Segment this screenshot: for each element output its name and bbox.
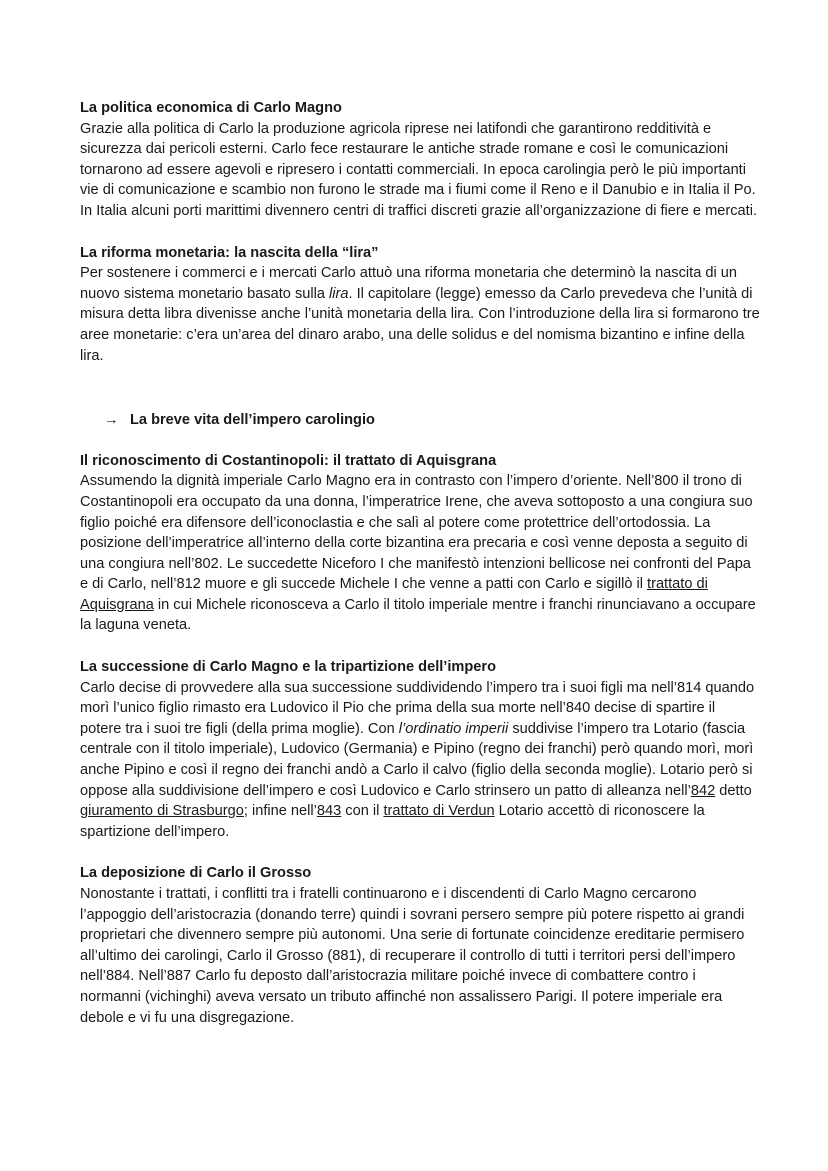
underlined-year: 843 (316, 803, 342, 820)
underlined-term: trattato di Aquisgrana (80, 576, 708, 613)
italic-term: l’ordinatio imperii (398, 720, 509, 737)
section-breve-vita (80, 410, 760, 431)
section-body: Grazie alla politica di Carlo la produzione agricola riprese nei latifondi che garantirono redditività e sicurezza dai pericoli esterni. Carlo fece restaurare le antiche strade romane e così le comunicazioni tornarono ad essere agevoli e ripresero i contatti commerciali. In epoca carolingia però le più importanti vie di comunicazione e scambio non furono le strade ma i fiumi come il Reno e il Danubio e in Italia il Po. In Italia alcuni porti marittimi divennero centri di traffici discreti grazie all’organizzazione di fiere e mercati. (80, 120, 758, 219)
section-deposizione (80, 863, 760, 1028)
section-heading: La politica economica di Carlo Magno (80, 100, 342, 116)
arrow-right-icon: → (104, 412, 119, 429)
section-riforma-monetaria (80, 243, 760, 367)
document-page (80, 98, 760, 1028)
section-politica-economica (80, 98, 760, 222)
section-heading: La successione di Carlo Magno e la tripartizione dell’impero (80, 659, 497, 676)
italic-term: lira (329, 285, 349, 302)
arrow-heading (80, 410, 760, 431)
section-body: Nonostante i trattati, i conflitti tra i fratelli continuarono e i discendenti di Carlo Magno cercarono l’appoggio dell’aristocrazia (donando terre) quindi i sovrani persero sempre più potere rispetto ai grandi proprietari che divennero sempre più autonomi. Una serie di fortunate coincidenze ereditarie permisero all’ultimo dei carolingi, Carlo il Grosso (881), di recuperare il controllo di tutti i territori persi dell’impero nell’884. Nell’887 Carlo fu deposto dall’aristocrazia militare poiché invece di combattere contro i normanni (vichinghi) aveva versato un tributo affinché non assalissero Parigi. Il potere imperiale era debole e vi fu una disgregazione. (80, 886, 745, 1026)
section-heading: Il riconoscimento di Costantinopoli: il trattato di Aquisgrana (80, 452, 497, 469)
section-heading: La riforma monetaria: la nascita della “lira” (80, 244, 379, 261)
section-heading: La deposizione di Carlo il Grosso (80, 865, 312, 882)
section-body: Carlo decise di provvedere alla sua successione suddividendo l’impero tra i suoi figli ma nell’814 quando morì l’unico figlio rimasto era Ludovico il Pio che prima della sua morte nell’840 decise di spartire il potere tra i suoi tre figli (della prima moglie). Con l’ordinatio imperii suddivise l’impero tra Lotario (fascia centrale con il titolo imperiale), Ludovico (Germania) e Pipino (regno dei franchi) però quando morì, morì anche Pipino e così il regno dei franchi andò a Carlo il calvo (figlio della seconda moglie). Lotario però si oppose alla suddivisione dell’impero e così Ludovico e Carlo strinsero un patto di alleanza nell’842 detto giuramento di Strasburgo; infine nell’843 con il trattato di Verdun Lotario accettò di riconoscere la spartizione dell’impero. (80, 679, 755, 840)
section-successione (80, 657, 760, 842)
section-body: Assumendo la dignità imperiale Carlo Magno era in contrasto con l’impero d’oriente. Nell’800 il trono di Costantinopoli era occupato da una donna, l’imperatrice Irene, che aveva sottoposto a una congiura suo figlio poiché era difensore dell’iconoclastia e che salì al potere come protettrice dell’ortodossia. La posizione dell’imperatrice all’interno della corte bizantina era precaria e così venne deposta a seguito di una congiura nell’802. Le succedette Niceforo I che manifestò intenzioni bellicose nei confronti del Papa e di Carlo, nell’812 muore e gli succede Michele I che venne a patti con Carlo e sigillò il trattato di Aquisgrana in cui Michele riconosceva a Carlo il titolo imperiale mentre i franchi rinunciavano a occupare la laguna veneta. (80, 473, 756, 634)
arrow-heading-label: La breve vita dell’impero carolingio (130, 412, 375, 429)
underlined-term: giuramento di Strasburgo (80, 803, 244, 820)
underlined-year: 842 (690, 782, 716, 799)
section-body: Per sostenere i commerci e i mercati Carlo attuò una riforma monetaria che determinò la nascita di un nuovo sistema monetario basato sulla lira. Il capitolare (legge) emesso da Carlo prevedeva che l’unità di misura detta libra divenisse anche l’unità monetaria della lira. Con l’introduzione della lira si formarono tre aree monetarie: c’era un’area del dinaro arabo, una delle solidus e del nomisma bizantino e infine della lira. (80, 265, 760, 364)
section-costantinopoli (80, 451, 760, 636)
underlined-term: trattato di Verdun (383, 803, 495, 820)
